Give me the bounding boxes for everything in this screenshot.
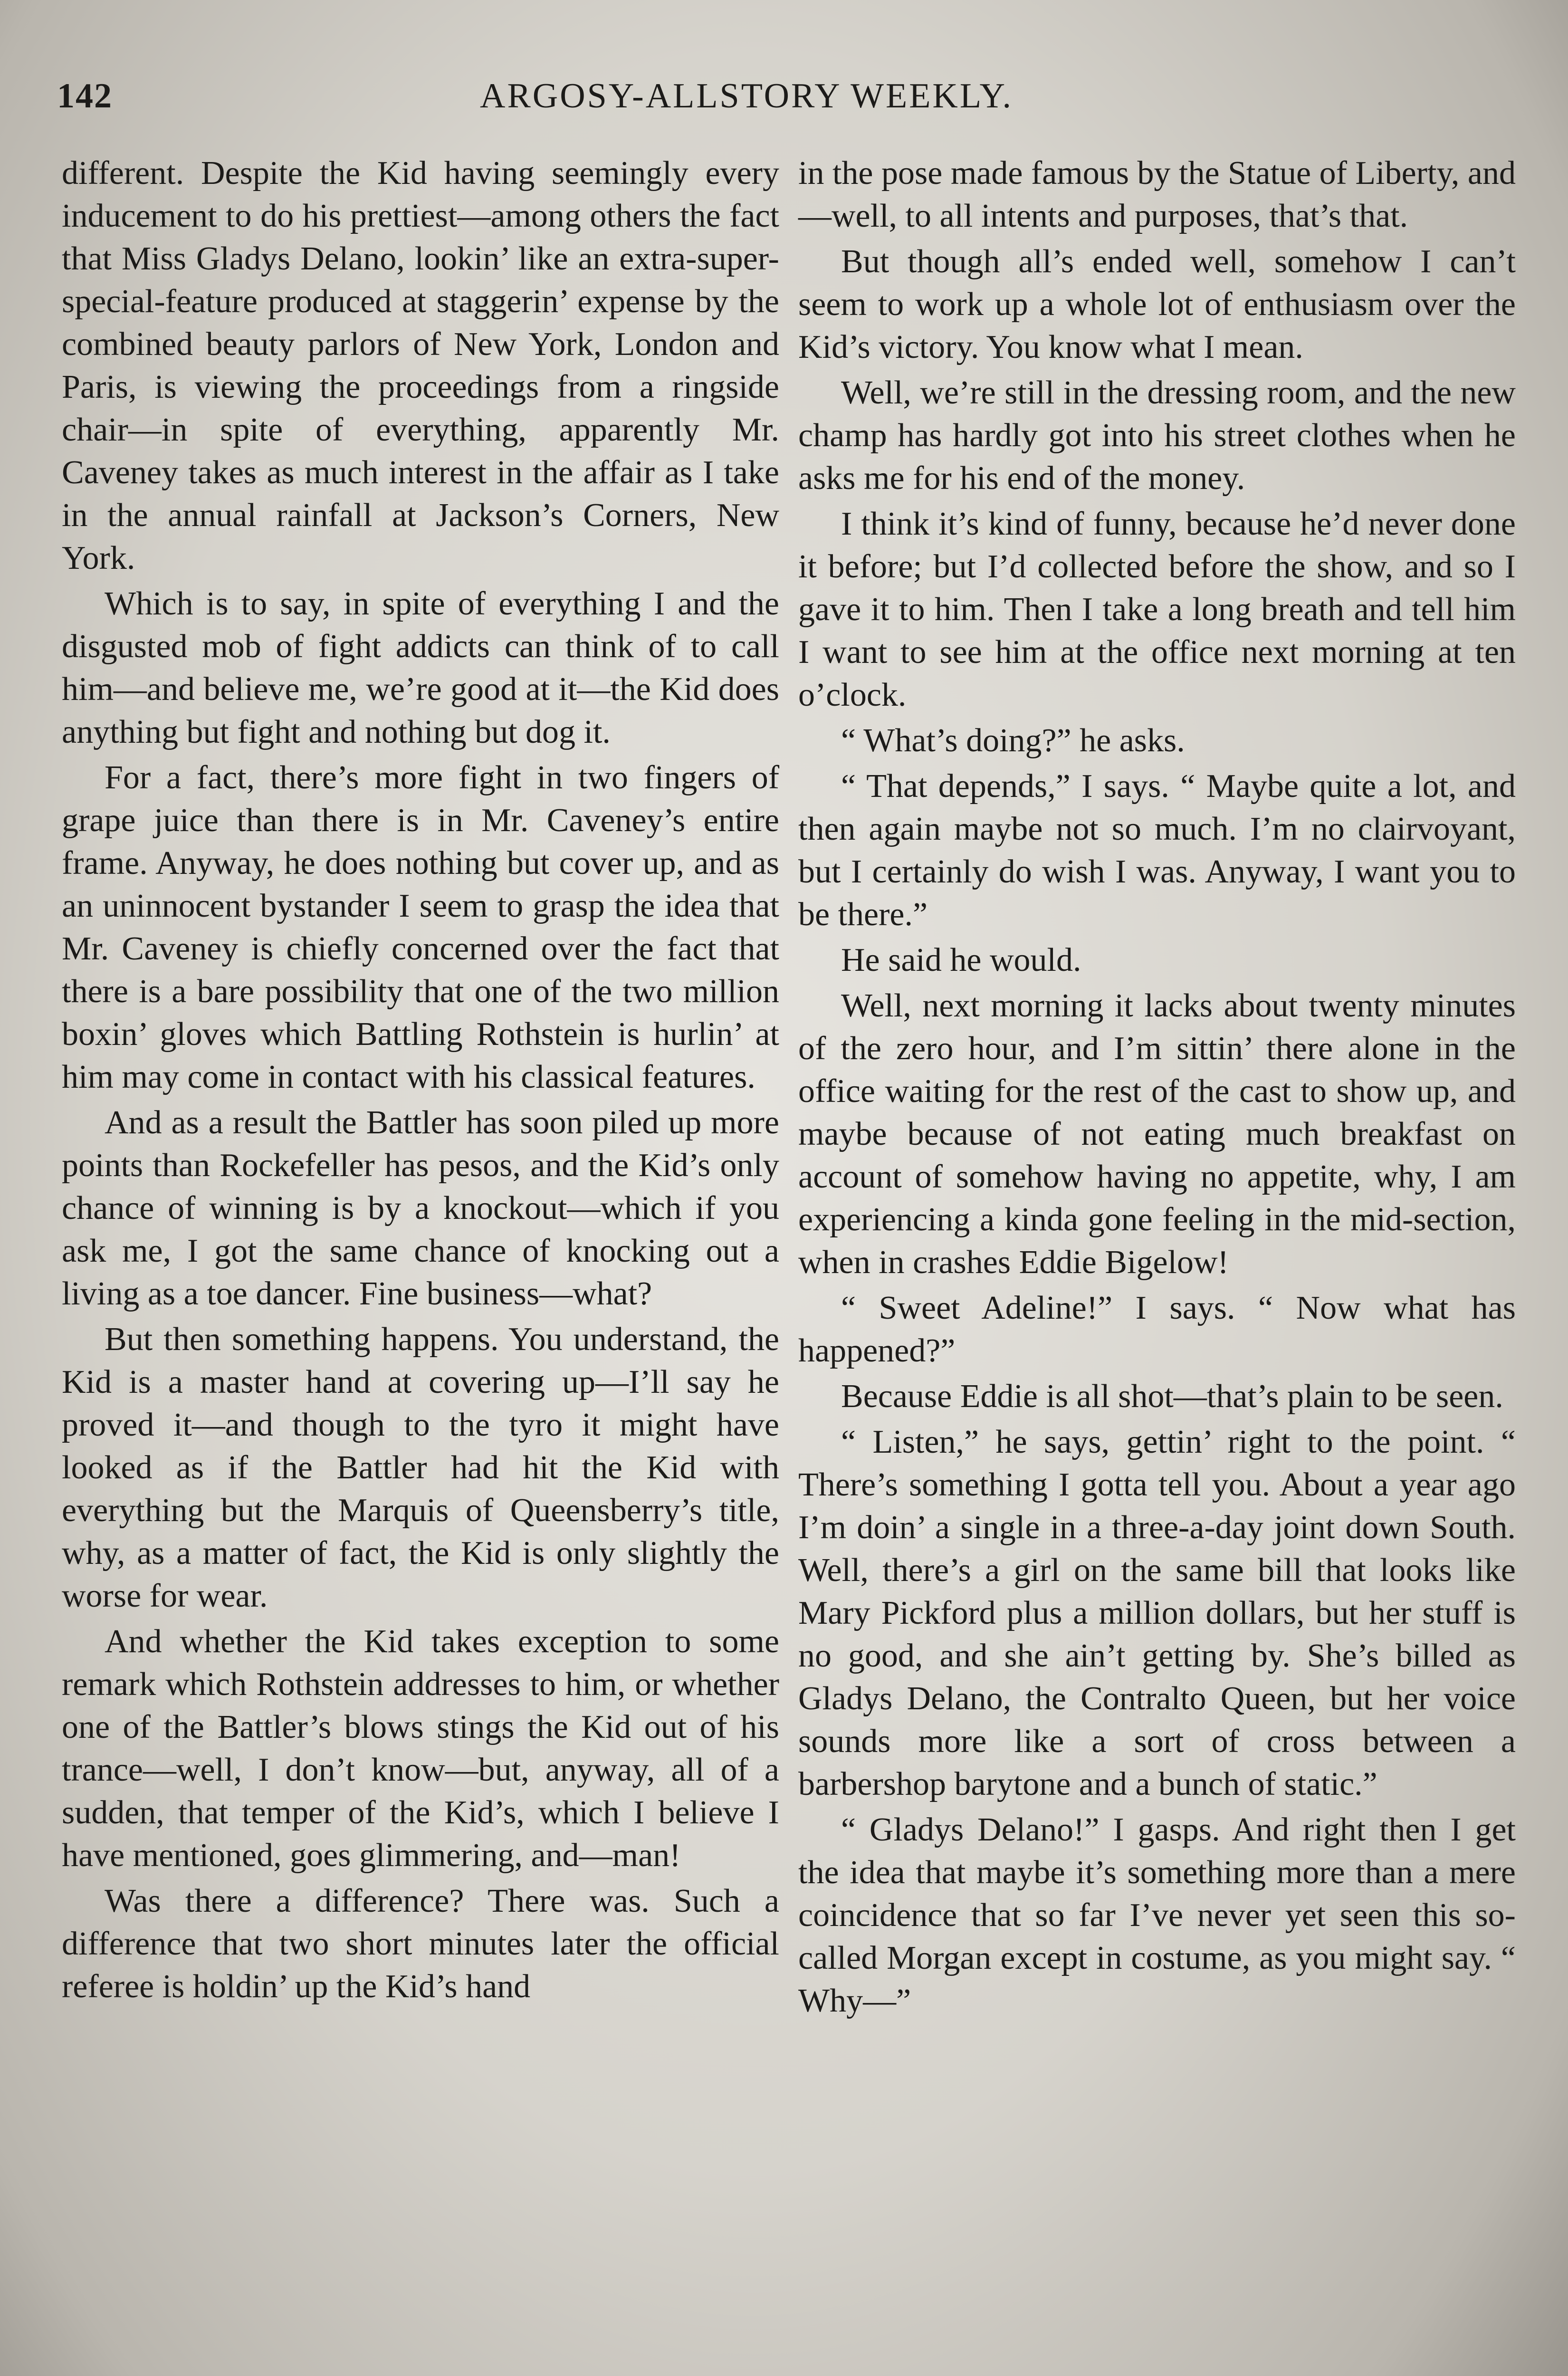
paragraph: And as a result the Battler has soon piled up more points than Rockefeller has pesos, and the Kid’s only chance of winning is by a knockout—which if you ask me, I got the same chance of knocking out a living as a toe dancer. Fine business—what? bbox=[62, 1104, 779, 1312]
paragraph: But then something happens. You understand, the Kid is a master hand at covering up—I’ll say he proved it—and though to the tyro it might have looked as if the Battler had hit the Kid with everything but the Marquis of Queensberry’s title, why, as a matter of fact, the Kid is only slightly the worse for wear. bbox=[62, 1321, 779, 1614]
paragraph: He said he would. bbox=[841, 942, 1081, 978]
page-header bbox=[57, 76, 1055, 128]
running-title: ARGOSY-ALLSTORY WEEKLY. bbox=[480, 77, 1013, 115]
paragraph: Was there a difference? There was. Such a difference that two short minutes later the official referee is holdin’ up the Kid’s hand bbox=[62, 1883, 779, 2005]
paragraph: Well, we’re still in the dressing room, and the new champ has hardly got into his street clothes when he asks me for his end of the money. bbox=[798, 374, 1516, 497]
paragraph: Which is to say, in spite of everything I and the disgusted mob of fight addicts can think of to call him—and believe me, we’re good at it—the Kid does anything but fight and nothing but dog it. bbox=[62, 585, 779, 750]
paragraph: “ Gladys Delano!” I gasps. And right then I get the idea that maybe it’s something more than a mere coincidence that so far I’ve never yet seen this so-called Morgan except in costume, as you might say. “ Why—” bbox=[798, 1811, 1516, 2019]
paragraph: “ Listen,” he says, gettin’ right to the point. “ There’s something I gotta tell you. About a year ago I’m doin’ a single in a three-a-day joint down South. Well, there’s a girl on the same bill that looks like Mary Pickford plus a million dollars, but her stuff is no good, and she ain’t getting by. She’s billed as Gladys Delano, the Contralto Queen, but her voice sounds more like a sort of cross between a barbershop barytone and a bunch of static.” bbox=[798, 1424, 1516, 1802]
right-column bbox=[798, 152, 1516, 2025]
page-number: 142 bbox=[57, 77, 113, 115]
paragraph: But though all’s ended well, somehow I can’t seem to work up a whole lot of enthusiasm over the Kid’s victory. You know what I mean. bbox=[798, 243, 1516, 365]
paragraph: “ That depends,” I says. “ Maybe quite a lot, and then again maybe not so much. I’m no clairvoyant, but I certainly do wish I was. Anyway, I want you to be there.” bbox=[798, 768, 1516, 933]
paragraph: For a fact, there’s more fight in two fingers of grape juice than there is in Mr. Caveney’s entire frame. Anyway, he does nothing but cover up, and as an uninnocent bystander I seem to grasp the idea that Mr. Caveney is chiefly concerned over the fact that there is a bare possibility that one of the two million boxin’ gloves which Battling Rothstein is hurlin’ at him may come in contact with his classical features. bbox=[62, 759, 779, 1095]
paragraph: Well, next morning it lacks about twenty minutes of the zero hour, and I’m sittin’ there alone in the office waiting for the rest of the cast to show up, and maybe because of not eating much breakfast on account of somehow having no appetite, why, I am experiencing a kinda gone feeling in the mid-section, when in crashes Eddie Bigelow! bbox=[798, 987, 1516, 1281]
paragraph: Because Eddie is all shot—that’s plain to be seen. bbox=[841, 1378, 1503, 1415]
paragraph: in the pose made famous by the Statue of Liberty, and—well, to all intents and purposes, that’s that. bbox=[798, 155, 1516, 234]
paragraph: I think it’s kind of funny, because he’d never done it before; but I’d collected before the show, and so I gave it to him. Then I take a long breath and tell him I want to see him at the office next morning at ten o’clock. bbox=[798, 506, 1516, 713]
paragraph: “ What’s doing?” he asks. bbox=[841, 722, 1185, 759]
paragraph: different. Despite the Kid having seemingly every inducement to do his prettiest—among others the fact that Miss Gladys Delano, lookin’ like an extra-super-special-feature produced at staggerin’ expense by the combined beauty parlors of New York, London and Paris, is viewing the proceedings from a ringside chair—in spite of everything, apparently Mr. Caveney takes as much interest in the affair as I take in the annual rainfall at Jackson’s Corners, New York. bbox=[62, 155, 779, 576]
paragraph: “ Sweet Adeline!” I says. “ Now what has happened?” bbox=[798, 1290, 1516, 1369]
left-column bbox=[62, 152, 779, 2011]
paragraph: And whether the Kid takes exception to some remark which Rothstein addresses to him, or whether one of the Battler’s blows stings the Kid out of his trance—well, I don’t know—but, anyway, all of a sudden, that temper of the Kid’s, which I believe I have mentioned, goes glimmering, and—man! bbox=[62, 1623, 779, 1874]
